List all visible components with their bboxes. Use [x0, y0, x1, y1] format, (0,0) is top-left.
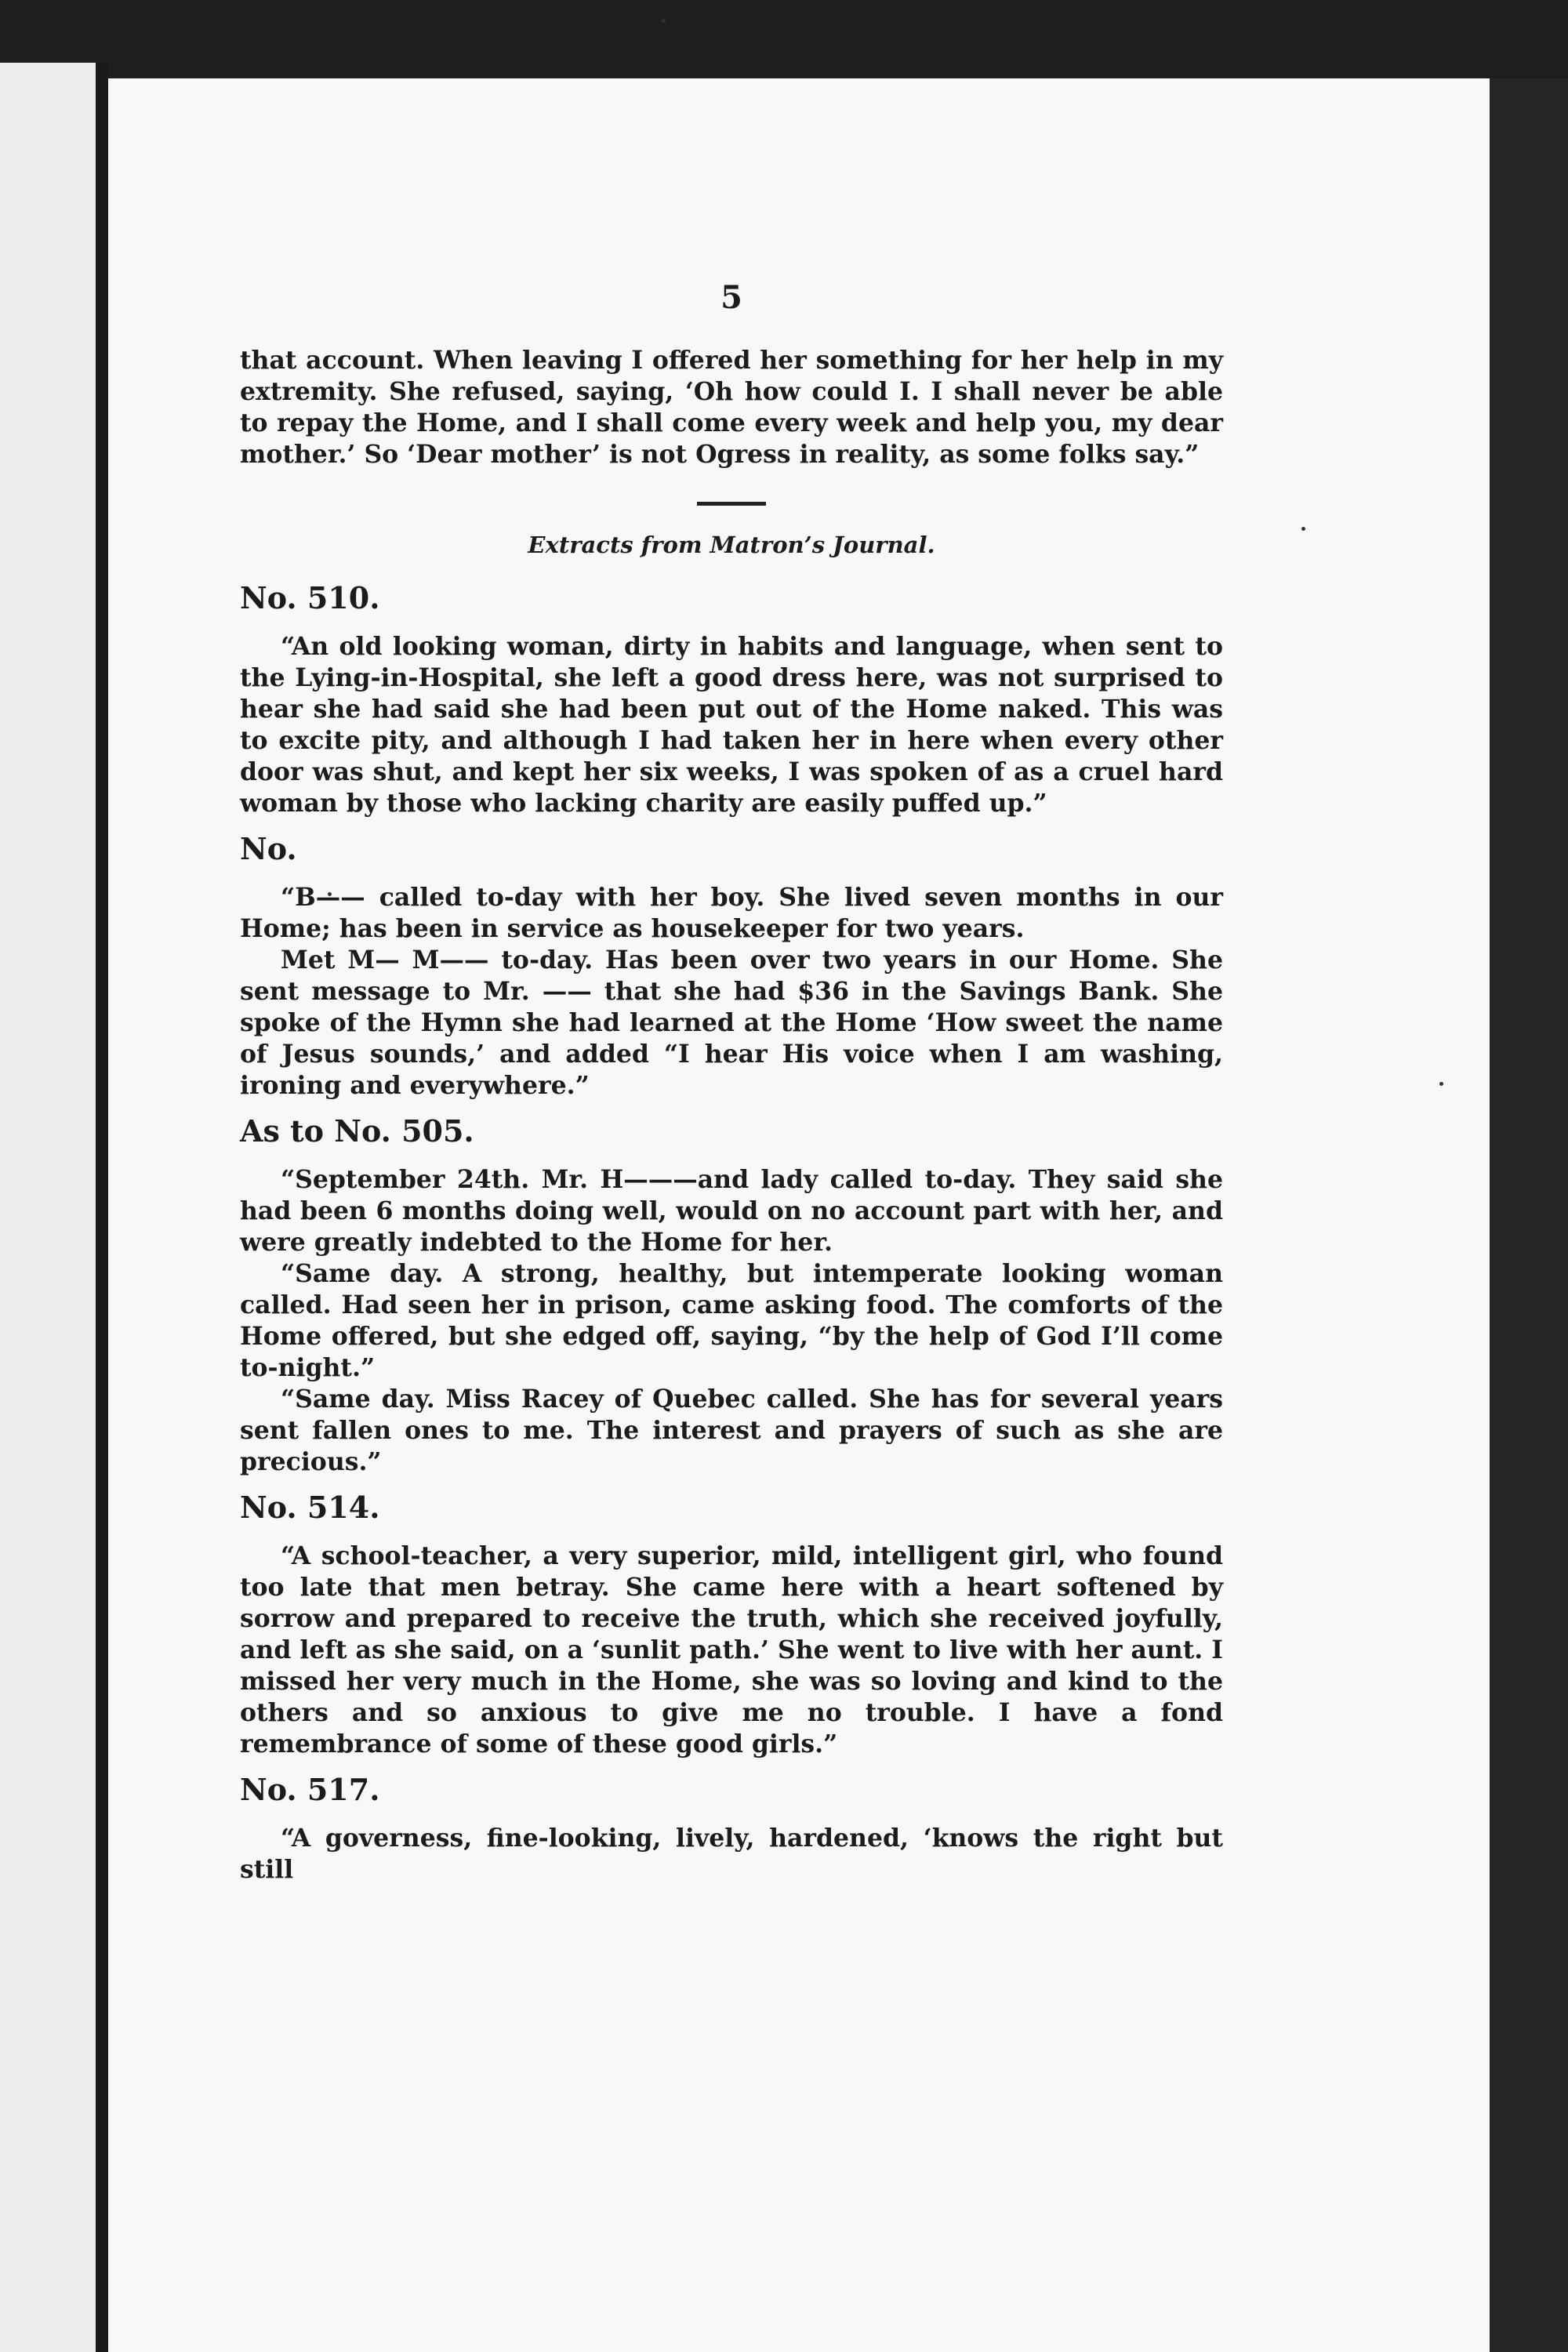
entry-paragraph: “B—— called to-day with her boy. She lived seven months in our Home; has been in service as housekeeper for two years. — [240, 883, 1223, 943]
entry-paragraph: “An old looking woman, dirty in habits and language, when sent to the Lying-in-Hospital, she left a good dress here, was not surprised to hear she had said she had been put out of the Home naked. This was to excite pity, and although I had taken her in here when every other door was shut, and kept her six weeks, I was spoken of as a cruel hard woman by those who lacking charity are easily puffed up.” — [240, 632, 1223, 818]
intro-paragraph: that account. When leaving I offered her something for her help in my extremity. She refused, saying, ‘Oh how could I. I shall never be able to repay the Home, and I shall come every week and help you, my dear mother.’ So ‘Dear mother’ is not Ogress in reality, as some folks say.” — [240, 346, 1223, 469]
entry-heading: No. 510. — [240, 580, 380, 615]
scanner-background-top — [0, 0, 1568, 78]
facing-page-edge — [0, 63, 100, 2352]
entry-heading: No. 514. — [240, 1490, 380, 1525]
entry-paragraph: Met M— M—— to-day. Has been over two years in our Home. She sent message to Mr. —— that she had $36 in the Savings Bank. She spoke of the Hymn she had learned at the Home ‘How sweet the name of Jesus sounds,’ and added “I hear His voice when I am washing, ironing and everywhere.” — [240, 946, 1223, 1100]
page-number: 5 — [720, 279, 742, 316]
entry-paragraph: “A governess, fine-looking, lively, hardened, ‘knows the right but still — [240, 1824, 1223, 1884]
entry-heading: As to No. 505. — [240, 1113, 474, 1149]
section-divider — [697, 502, 766, 506]
scanner-background-right — [1490, 78, 1568, 2352]
page-text — [240, 279, 1223, 1886]
entry-paragraph: “Same day. Miss Racey of Quebec called. She has for several years sent fallen ones to me. The interest and prayers of such as she are precious.” — [240, 1385, 1223, 1476]
entry-paragraph: “Same day. A strong, healthy, but intemperate looking woman called. Had seen her in prison, came asking food. The comforts of the Home offered, but she edged off, saying, “by the help of God I’ll come to-night.” — [240, 1259, 1223, 1382]
section-subtitle: Extracts from Matron’s Journal. — [528, 532, 935, 558]
speck — [1439, 1082, 1443, 1086]
entry-heading: No. 517. — [240, 1772, 380, 1807]
book-binding — [96, 63, 108, 2352]
entry-paragraph: “A school-teacher, a very superior, mild, intelligent girl, who found too late that men betray. She came here with a heart softened by sorrow and prepared to receive the truth, which she received joyfully, and left as she said, on a ‘sunlit path.’ She went to live with her aunt. I missed her very much in the Home, she was so loving and kind to the others and so anxious to give me no trouble. I have a fond remembrance of some of these good girls.” — [240, 1541, 1223, 1759]
speck — [1301, 527, 1305, 531]
speck — [662, 19, 666, 23]
entry-paragraph: “September 24th. Mr. H———and lady called to-day. They said she had been 6 months doing well, would on no account part with her, and were greatly indebted to the Home for her. — [240, 1165, 1223, 1257]
entry-heading: No. — [240, 831, 297, 866]
